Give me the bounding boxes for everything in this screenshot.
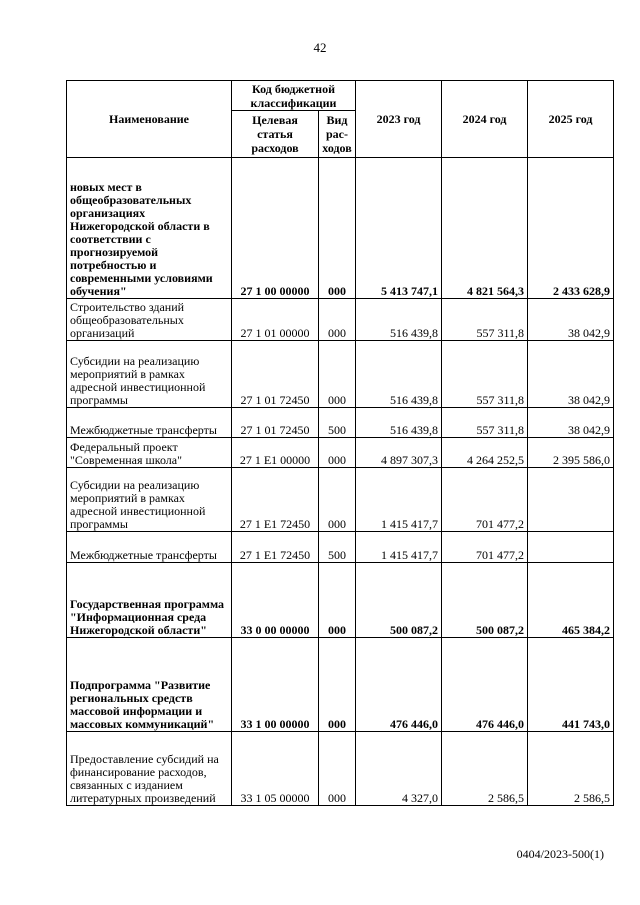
table-row (67, 732, 614, 806)
table-header (67, 81, 614, 158)
row-name: Государственная программа "Информационная среда Нижегородской области" (67, 563, 232, 638)
header-expense-kind: Вид рас-ходов (319, 111, 356, 158)
row-target-code: 33 1 00 00000 (232, 638, 319, 732)
table-row (67, 158, 614, 299)
row-value-2025: 441 743,0 (528, 638, 614, 732)
row-expense-kind: 000 (319, 732, 356, 806)
row-target-code: 33 0 00 00000 (232, 563, 319, 638)
header-2025: 2025 год (528, 81, 614, 158)
row-value-2023: 1 415 417,7 (356, 468, 442, 532)
document-code: 0404/2023-500(1) (516, 847, 604, 861)
table-row (67, 563, 614, 638)
page-number: 42 (313, 40, 327, 55)
row-value-2024: 476 446,0 (442, 638, 528, 732)
table-row (67, 468, 614, 532)
row-value-2025: 2 433 628,9 (528, 158, 614, 299)
table-row (67, 438, 614, 468)
row-expense-kind: 500 (319, 532, 356, 563)
row-expense-kind: 000 (319, 299, 356, 341)
row-value-2025 (528, 532, 614, 563)
row-value-2023: 500 087,2 (356, 563, 442, 638)
row-target-code: 33 1 05 00000 (232, 732, 319, 806)
row-value-2024: 500 087,2 (442, 563, 528, 638)
row-value-2023: 4 327,0 (356, 732, 442, 806)
table-body (67, 158, 614, 806)
row-name: Субсидии на реализацию мероприятий в рамках адресной инвестиционной программы (67, 468, 232, 532)
row-name: Межбюджетные трансферты (67, 532, 232, 563)
row-value-2025: 38 042,9 (528, 408, 614, 438)
header-code-group: Код бюджетной классификации (232, 81, 356, 111)
row-value-2025: 465 384,2 (528, 563, 614, 638)
row-target-code: 27 1 E1 72450 (232, 532, 319, 563)
row-value-2024: 4 821 564,3 (442, 158, 528, 299)
row-value-2023: 516 439,8 (356, 341, 442, 408)
row-value-2024: 557 311,8 (442, 299, 528, 341)
row-value-2024: 557 311,8 (442, 408, 528, 438)
row-value-2024: 4 264 252,5 (442, 438, 528, 468)
row-value-2024: 701 477,2 (442, 532, 528, 563)
row-value-2023: 516 439,8 (356, 408, 442, 438)
row-value-2023: 4 897 307,3 (356, 438, 442, 468)
row-expense-kind: 500 (319, 408, 356, 438)
row-value-2023: 5 413 747,1 (356, 158, 442, 299)
row-expense-kind: 000 (319, 638, 356, 732)
header-2023: 2023 год (356, 81, 442, 158)
header-target-article: Целевая статья расходов (232, 111, 319, 158)
row-value-2024: 557 311,8 (442, 341, 528, 408)
row-name: Федеральный проект "Современная школа" (67, 438, 232, 468)
row-target-code: 27 1 01 72450 (232, 408, 319, 438)
row-value-2023: 1 415 417,7 (356, 532, 442, 563)
row-value-2024: 2 586,5 (442, 732, 528, 806)
row-target-code: 27 1 00 00000 (232, 158, 319, 299)
budget-table (66, 80, 614, 806)
row-name: новых мест в общеобразовательных организациях Нижегородской области в соответствии с прогнозируемой потребностью и современными условиями обучения" (67, 158, 232, 299)
row-target-code: 27 1 E1 00000 (232, 438, 319, 468)
row-name: Предоставление субсидий на финансирование расходов, связанных с изданием литературных произведений (67, 732, 232, 806)
table-row (67, 408, 614, 438)
row-value-2025: 2 586,5 (528, 732, 614, 806)
row-name: Субсидии на реализацию мероприятий в рамках адресной инвестиционной программы (67, 341, 232, 408)
row-value-2023: 476 446,0 (356, 638, 442, 732)
row-expense-kind: 000 (319, 341, 356, 408)
row-name: Строительство зданий общеобразовательных организаций (67, 299, 232, 341)
header-name: Наименование (67, 81, 232, 158)
row-value-2025: 2 395 586,0 (528, 438, 614, 468)
row-value-2023: 516 439,8 (356, 299, 442, 341)
row-target-code: 27 1 E1 72450 (232, 468, 319, 532)
row-expense-kind: 000 (319, 438, 356, 468)
row-expense-kind: 000 (319, 468, 356, 532)
row-value-2025 (528, 468, 614, 532)
row-value-2024: 701 477,2 (442, 468, 528, 532)
row-target-code: 27 1 01 72450 (232, 341, 319, 408)
row-name: Подпрограмма "Развитие региональных средств массовой информации и массовых коммуникаций" (67, 638, 232, 732)
row-value-2025: 38 042,9 (528, 299, 614, 341)
table-row (67, 299, 614, 341)
row-value-2025: 38 042,9 (528, 341, 614, 408)
table-row (67, 532, 614, 563)
row-target-code: 27 1 01 00000 (232, 299, 319, 341)
header-2024: 2024 год (442, 81, 528, 158)
row-expense-kind: 000 (319, 158, 356, 299)
table-row (67, 341, 614, 408)
table-row (67, 638, 614, 732)
row-name: Межбюджетные трансферты (67, 408, 232, 438)
row-expense-kind: 000 (319, 563, 356, 638)
